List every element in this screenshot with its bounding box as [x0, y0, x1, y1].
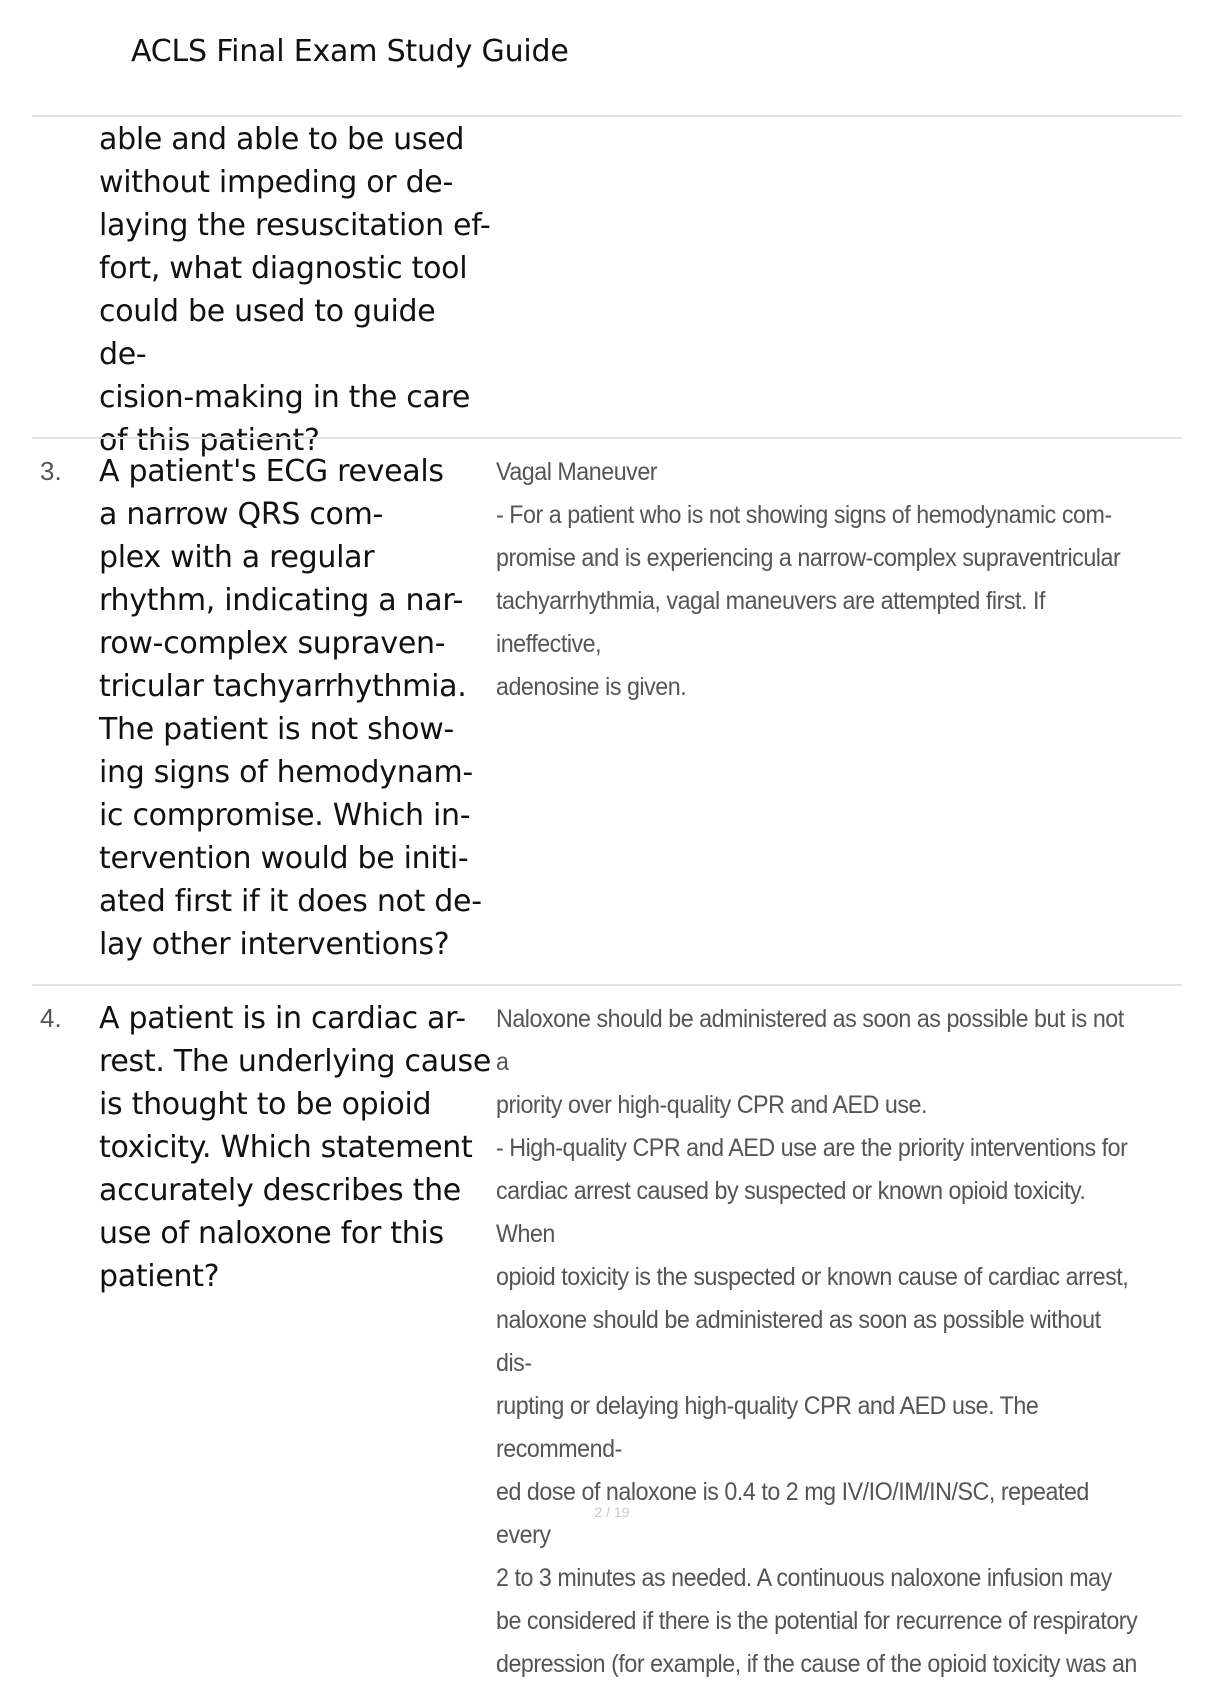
question-text: A patient's ECG reveals a narrow QRS com- plex with a regular rhythm, indicating a nar- row-complex supraven- tricular tachyarrhythmia. The patient is not show- ing signs of hemodynam- ic compromise. Which in- tervention would be initi- ated first if it does not de- lay other interventions?	[99, 454, 482, 962]
divider	[32, 984, 1182, 986]
answer-text: Naloxone should be administered as soon as possible but is not a priority over high-quality CPR and AED use. - High-quality CPR and AED use are the priority interventions for cardiac arrest caused by suspected or known opioid toxicity. When opioid toxicity is the suspected or known cause of cardiac arrest, naloxone should be administered as soon as possible without dis- rupting or delaying high-quality CPR and AED use. The recommend- ed dose of naloxone is 0.4 to 2 mg IV/IO/IM/IN/SC, repeated every 2 to 3 minutes as needed. A continuous naloxone infusion may be considered if there is the potential for recurrence of respiratory depression (for example, if the cause of the opioid toxicity was an	[496, 1005, 1138, 1678]
answer-text: Vagal Maneuver - For a patient who is not showing signs of hemodynamic com- promise and is experiencing a narrow-complex supraventricular tachyarrhythmia, vagal maneuvers are attempted first. If ineffective, adenosine is given.	[496, 458, 1121, 701]
divider	[32, 437, 1182, 439]
divider	[32, 115, 1182, 117]
question-number: 3.	[40, 456, 62, 486]
question-text: able and able to be used without impeding or de- laying the resuscitation ef- fort, what diagnostic tool could be used to guide de- cision-making in the care of this patient?	[99, 122, 491, 458]
page-number: 2 / 19	[594, 1504, 630, 1520]
question-text: A patient is in cardiac ar- rest. The underlying cause is thought to be opioid toxicity. Which statement accurately describes the use of naloxone for this patient?	[99, 1001, 491, 1294]
page-title: ACLS Final Exam Study Guide	[131, 34, 569, 69]
question-number: 4.	[40, 1003, 62, 1033]
